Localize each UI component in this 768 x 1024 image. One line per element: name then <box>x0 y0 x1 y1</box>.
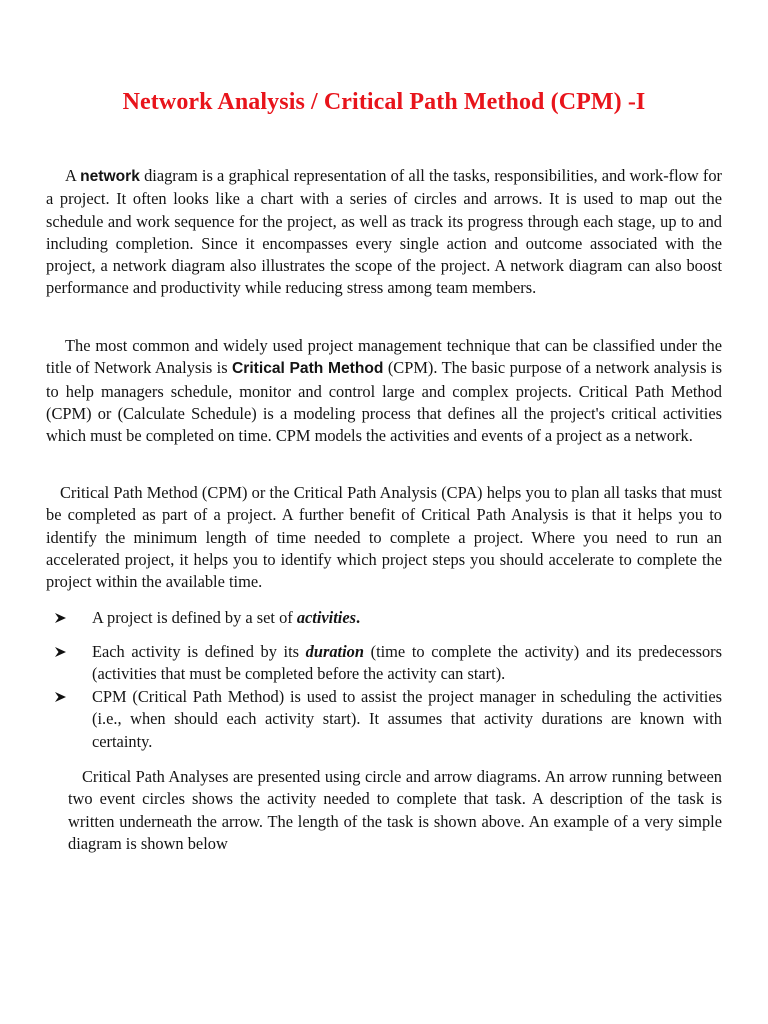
term-critical-path-method: Critical Path Method <box>232 360 384 378</box>
bullet-text-body: CPM (Critical Path Method) is used to assist the project manager in scheduling the activities (i.e., when should each activity start). It assumes that activity durations are known with certainty. <box>92 687 722 751</box>
arrowhead-bullet-icon <box>53 607 69 629</box>
bullet-text <box>92 686 722 753</box>
term-network: network <box>80 168 140 185</box>
paragraph-network-diagram <box>46 165 722 300</box>
paragraph-cpm-intro <box>46 335 722 447</box>
paragraph-text: A <box>65 166 81 185</box>
term-duration: duration <box>305 642 364 661</box>
paragraph-text: diagram is a graphical representation of all the tasks, responsibilities, and work-flow for a project. It often looks like a chart with a series of circles and arrows. It is used to map out the schedule and work sequence for the project, as well as track its progress through each stage, up to and including completion. Since it encompasses every single action and outcome associated with the project, a network diagram also illustrates the scope of the project. A network diagram can also boost performance and productivity while reducing stress among team members. <box>46 166 723 298</box>
bullet-text-lead: Each activity is defined by its <box>92 642 306 661</box>
arrowhead-bullet-icon <box>53 686 69 708</box>
bullet-text-lead: A project is defined by a set of <box>92 608 297 627</box>
page-title: Network Analysis / Critical Path Method (CPM) -I <box>122 89 646 115</box>
bullet-text <box>92 607 722 629</box>
bullet-text <box>92 641 722 686</box>
paragraph-cpa-benefits <box>46 482 722 593</box>
paragraph-text: The most common and widely used project management technique that can be classified under the title of Network Analysis is <box>46 336 722 378</box>
paragraph-text: (CPM). The basic purpose of a network analysis is to help managers schedule, monitor and control large and complex projects. Critical Path Method (CPM) or (Calculate Schedule) is a modeling process that defines all the project's critical activities which must be completed on time. CPM models the activities and events of a project as a network. <box>46 358 722 446</box>
paragraph-text: Critical Path Method (CPM) or the Critical Path Analysis (CPA) helps you to plan all tasks that must be completed as part of a project. A further benefit of Critical Path Analysis is that it helps you to identify the minimum length of time needed to complete a project. Where you need to run an accelerated project, it helps you to identify which project steps you should accelerate to complete the project within the available time. <box>46 483 722 592</box>
bullet-text-rest: (time to complete the activity) and its predecessors (activities that must be completed before the activity can start). <box>92 642 722 684</box>
term-activities: activities <box>296 608 356 627</box>
arrowhead-bullet-icon <box>53 641 69 663</box>
bullet-text-end: . <box>356 608 361 627</box>
paragraph-diagram-intro <box>68 766 722 855</box>
paragraph-text: Critical Path Analyses are presented using circle and arrow diagrams. An arrow running between two event circles shows the activity needed to complete that task. A description of the task is written underneath the arrow. The length of the task is shown above. An example of a very simple diagram is shown below <box>68 767 722 853</box>
